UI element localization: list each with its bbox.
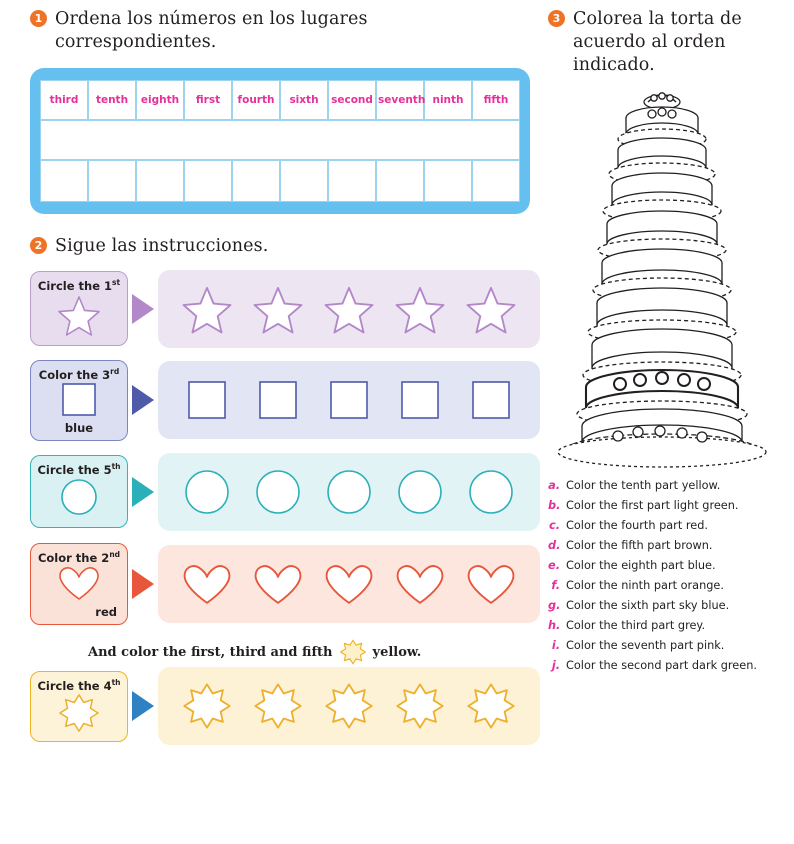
square-shape[interactable] [186, 379, 228, 421]
list-marker: d. [548, 539, 561, 553]
instruction-text: Circle the 4 [37, 678, 112, 693]
sun-shape[interactable] [324, 682, 374, 730]
list-item [548, 560, 776, 572]
arrow-icon [132, 385, 154, 415]
star-shape[interactable] [393, 283, 447, 335]
answer-row [40, 160, 520, 202]
list-marker: c. [549, 519, 560, 533]
yellow-note [88, 639, 540, 665]
instruction-row [30, 360, 540, 441]
instruction-text: Color the 2 [37, 550, 110, 565]
instruction-text: Circle the 5 [37, 462, 112, 477]
shape-strip [158, 453, 540, 531]
list-item [548, 480, 776, 492]
list-item [548, 620, 776, 632]
list-text: Color the fifth part brown. [566, 539, 713, 553]
exercise-2 [30, 235, 540, 745]
exercise-2-title: Sigue las instrucciones. [55, 236, 269, 256]
heart-shape[interactable] [252, 561, 304, 607]
list-text: Color the first part light green. [566, 499, 739, 513]
instruction-extra: blue [64, 420, 94, 435]
table-spacer-cell [40, 120, 520, 160]
circle-shape[interactable] [467, 468, 515, 516]
square-shape[interactable] [470, 379, 512, 421]
ordinal-word-cell: seventh [376, 80, 424, 120]
answer-cell[interactable] [232, 160, 280, 202]
ordinal-table-panel [30, 68, 530, 214]
circle-shape[interactable] [254, 468, 302, 516]
list-item [548, 580, 776, 592]
ordinal-word-cell: fourth [232, 80, 280, 120]
list-item [548, 660, 776, 672]
list-text: Color the second part dark green. [566, 658, 757, 672]
list-text: Color the eighth part blue. [566, 558, 716, 572]
square-shape[interactable] [399, 379, 441, 421]
list-item [548, 640, 776, 652]
ordinal-suffix: nd [109, 549, 121, 559]
instruction-card [30, 271, 128, 346]
exercise-2-number: 2 [30, 237, 47, 254]
answer-cell[interactable] [280, 160, 328, 202]
exercise-1-title: Ordena los números en los lugares correspondientes. [55, 9, 368, 52]
heart-shape[interactable] [394, 561, 446, 607]
list-item [548, 600, 776, 612]
list-marker: e. [548, 558, 560, 572]
sun-icon [339, 639, 367, 665]
ordinal-word-cell: tenth [88, 80, 136, 120]
exercise-2-header [30, 235, 540, 258]
answer-cell[interactable] [472, 160, 520, 202]
list-text: Color the third part grey. [566, 618, 706, 632]
table-spacer-row [40, 120, 520, 160]
shape-strip [158, 361, 540, 439]
list-marker: f. [551, 578, 560, 592]
instruction-row [30, 453, 540, 531]
ordinal-word-cell: first [184, 80, 232, 120]
list-text: Color the sixth part sky blue. [566, 598, 730, 612]
instruction-card [30, 543, 128, 626]
sun-icon [57, 693, 101, 733]
list-item [548, 540, 776, 552]
instruction-card [30, 455, 128, 528]
heart-icon [57, 564, 101, 602]
list-text: Color the tenth part yellow. [566, 479, 721, 493]
sun-shape[interactable] [395, 682, 445, 730]
arrow-icon [132, 569, 154, 599]
star-shape[interactable] [251, 283, 305, 335]
list-marker: j. [551, 658, 560, 672]
list-marker: a. [548, 479, 560, 493]
instruction-extra: red [95, 605, 117, 620]
star-shape[interactable] [322, 283, 376, 335]
list-marker: b. [548, 499, 561, 513]
cake-instruction-list [548, 480, 776, 672]
ordinal-table [40, 80, 520, 202]
sun-shape[interactable] [466, 682, 516, 730]
exercise-3-number: 3 [548, 10, 565, 27]
answer-cell[interactable] [88, 160, 136, 202]
square-shape[interactable] [257, 379, 299, 421]
list-marker: i. [551, 638, 560, 652]
exercise-1 [30, 8, 530, 214]
list-item [548, 520, 776, 532]
note-text-before: And color the first, third and fifth [88, 644, 333, 660]
ordinal-word-cell: second [328, 80, 376, 120]
exercise-1-header [30, 8, 530, 54]
list-marker: g. [548, 598, 561, 612]
shape-strip [158, 545, 540, 623]
list-item [548, 500, 776, 512]
instruction-text: Color the 3 [38, 367, 111, 382]
cake-illustration [548, 84, 776, 474]
list-text: Color the ninth part orange. [566, 578, 724, 592]
circle-shape[interactable] [183, 468, 231, 516]
answer-cell[interactable] [184, 160, 232, 202]
instruction-text: Circle the 1 [37, 279, 113, 294]
ordinal-words-row [40, 80, 520, 120]
star-shape[interactable] [180, 283, 234, 335]
arrow-icon [132, 691, 154, 721]
heart-shape[interactable] [181, 561, 233, 607]
answer-cell[interactable] [328, 160, 376, 202]
sun-shape[interactable] [253, 682, 303, 730]
answer-cell[interactable] [376, 160, 424, 202]
heart-shape[interactable] [465, 561, 517, 607]
square-icon [60, 382, 98, 418]
instruction-row [30, 270, 540, 348]
ordinal-word-cell: ninth [424, 80, 472, 120]
answer-cell[interactable] [40, 160, 88, 202]
list-text: Color the seventh part pink. [566, 638, 725, 652]
ordinal-suffix: th [111, 462, 121, 472]
exercise-3 [548, 8, 776, 679]
ordinal-suffix: rd [110, 366, 120, 376]
answer-cell[interactable] [424, 160, 472, 202]
note-text-after: yellow. [372, 644, 422, 660]
ordinal-suffix: th [111, 677, 121, 687]
star-shape[interactable] [464, 283, 518, 335]
instruction-row [30, 543, 540, 626]
ordinal-word-cell: eighth [136, 80, 184, 120]
instruction-card [30, 360, 128, 441]
ordinal-word-cell: third [40, 80, 88, 120]
instruction-card [30, 671, 128, 742]
shape-strip [158, 270, 540, 348]
heart-shape[interactable] [323, 561, 375, 607]
list-text: Color the fourth part red. [566, 519, 708, 533]
sun-shape[interactable] [182, 682, 232, 730]
answer-cell[interactable] [136, 160, 184, 202]
circle-shape[interactable] [396, 468, 444, 516]
square-shape[interactable] [328, 379, 370, 421]
arrow-icon [132, 294, 154, 324]
ordinal-word-cell: fifth [472, 80, 520, 120]
exercise-1-number: 1 [30, 10, 47, 27]
ordinal-word-cell: sixth [280, 80, 328, 120]
instruction-row [30, 667, 540, 745]
star-icon [56, 293, 102, 337]
circle-shape[interactable] [325, 468, 373, 516]
ordinal-suffix: st [112, 278, 121, 288]
exercise-3-header [548, 8, 776, 76]
list-marker: h. [548, 618, 561, 632]
arrow-icon [132, 477, 154, 507]
shape-strip [158, 667, 540, 745]
layered-cake-drawing [548, 84, 776, 474]
exercise-3-title: Colorea la torta de acuerdo al orden indicado. [573, 9, 742, 75]
circle-icon [57, 477, 101, 519]
